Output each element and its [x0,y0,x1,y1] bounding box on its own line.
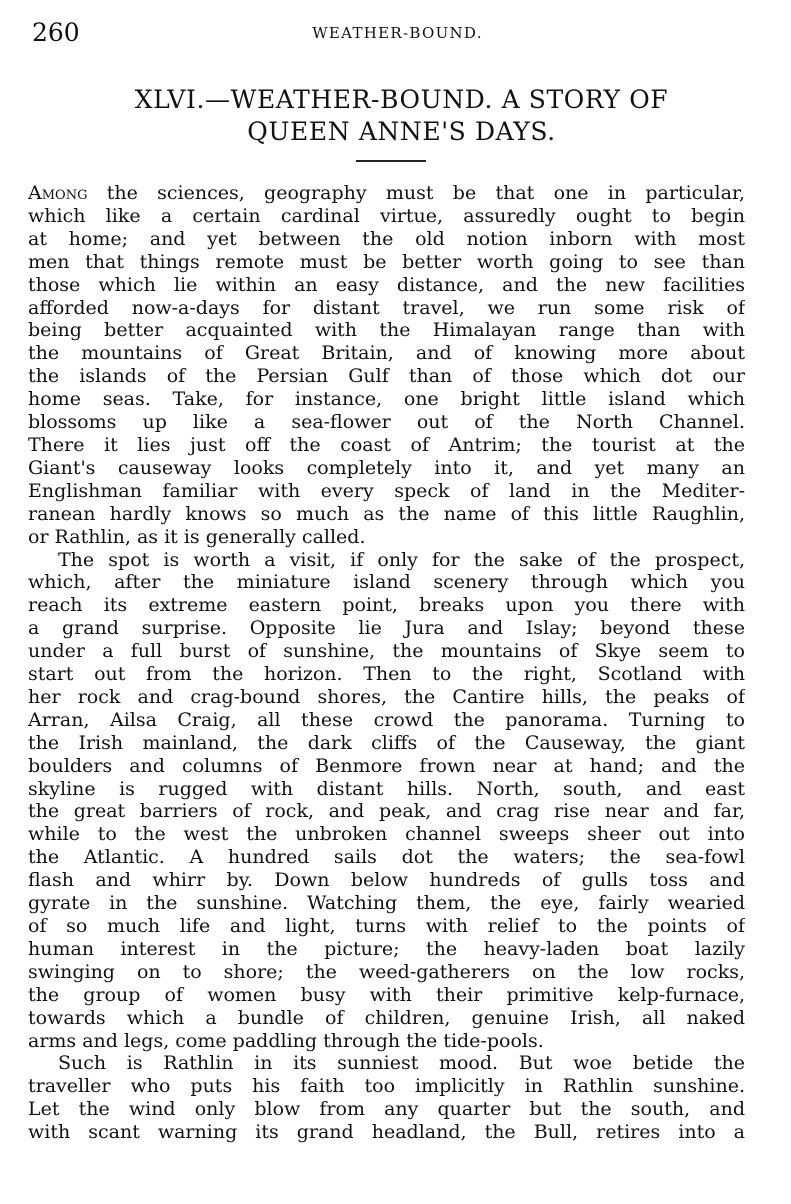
section-divider-rule [356,160,426,162]
text-line: flash and whirr by. Down below hundreds of gulls toss and [28,869,745,892]
text-line: a grand surprise. Opposite lie Jura and Islay; beyond these [28,617,745,640]
chapter-title-line-2: QUEEN ANNE'S DAYS. [247,117,556,146]
chapter-title-line-1: XLVI.—WEATHER-BOUND. A STORY OF [134,85,669,114]
text-line: Englishman familiar with every speck of land in the Mediter- [28,479,745,502]
text-line: under a full burst of sunshine, the mountains of Skye seem to [28,640,745,663]
text-line: swinging on to shore; the weed-gatherers on the low rocks, [28,960,745,983]
text-line: or Rathlin, as it is generally called. [28,525,366,548]
text-line: gyrate in the sunshine. Watching them, the eye, fairly wearied [28,892,745,915]
text-line: the group of women busy with their primitive kelp-furnace, [28,983,745,1006]
running-header [32,18,763,48]
opening-word: Among [28,182,88,204]
text-line: which like a certain cardinal virtue, assuredly ought to begin [28,204,745,227]
text-line: afforded now-a-days for distant travel, we run some risk of [28,296,745,319]
text-line: Among the sciences, geography must be that one in particular, [28,182,745,204]
text-line: ranean hardly knows so much as the name of this little Raughlin, [28,502,745,525]
text-line: being better acquainted with the Himalayan range than with [28,319,745,342]
text-line: start out from the horizon. Then to the right, Scotland with [28,663,745,686]
text-line: boulders and columns of Benmore frown near at hand; and the [28,754,745,777]
text-line: which, after the miniature island scenery through which you [28,571,745,594]
text-line: Giant's causeway looks completely into it, and yet many an [28,456,745,479]
text-line: while to the west the unbroken channel sweeps sheer out into [28,823,745,846]
text-line: reach its extreme eastern point, breaks upon you there with [28,594,745,617]
text-line: blossoms up like a sea-flower out of the North Channel. [28,411,745,434]
body-text [28,182,745,1144]
text-line: There it lies just off the coast of Antrim; the tourist at the [28,433,745,456]
text-line: skyline is rugged with distant hills. North, south, and east [28,777,745,800]
text-line: the Irish mainland, the dark cliffs of the Causeway, the giant [28,731,745,754]
text-line: arms and legs, come paddling through the tide-pools. [28,1029,544,1052]
text-line: the mountains of Great Britain, and of knowing more about [28,342,745,365]
page-number: 260 [32,18,80,47]
text-line: the islands of the Persian Gulf than of those which dot our [28,365,745,388]
text-line: her rock and crag-bound shores, the Cantire hills, the peaks of [28,685,745,708]
text-line: men that things remote must be better worth going to see than [28,250,745,273]
text-line: those which lie within an easy distance, and the new facilities [28,273,745,296]
text-line: the great barriers of rock, and peak, and crag rise near and far, [28,800,745,823]
running-title: WEATHER-BOUND. [312,24,483,42]
text-line: towards which a bundle of children, genuine Irish, all naked [28,1006,745,1029]
text-line: with scant warning its grand headland, the Bull, retires into a [28,1121,745,1144]
text-line: home seas. Take, for instance, one bright little island which [28,388,745,411]
text-line: The spot is worth a visit, if only for the sake of the prospect, [58,548,745,571]
text-line: Let the wind only blow from any quarter but the south, and [28,1098,745,1121]
text-line: traveller who puts his faith too implicitly in Rathlin sunshine. [28,1075,745,1098]
text-line: at home; and yet between the old notion inborn with most [28,227,745,250]
chapter-title [60,84,743,148]
text-line: the Atlantic. A hundred sails dot the waters; the sea-fowl [28,846,745,869]
text-line: Arran, Ailsa Craig, all these crowd the panorama. Turning to [28,708,745,731]
text-line: of so much life and light, turns with relief to the points of [28,915,745,937]
text-line: Such is Rathlin in its sunniest mood. But woe betide the [58,1052,745,1075]
text-line: human interest in the picture; the heavy-laden boat lazily [28,937,745,960]
